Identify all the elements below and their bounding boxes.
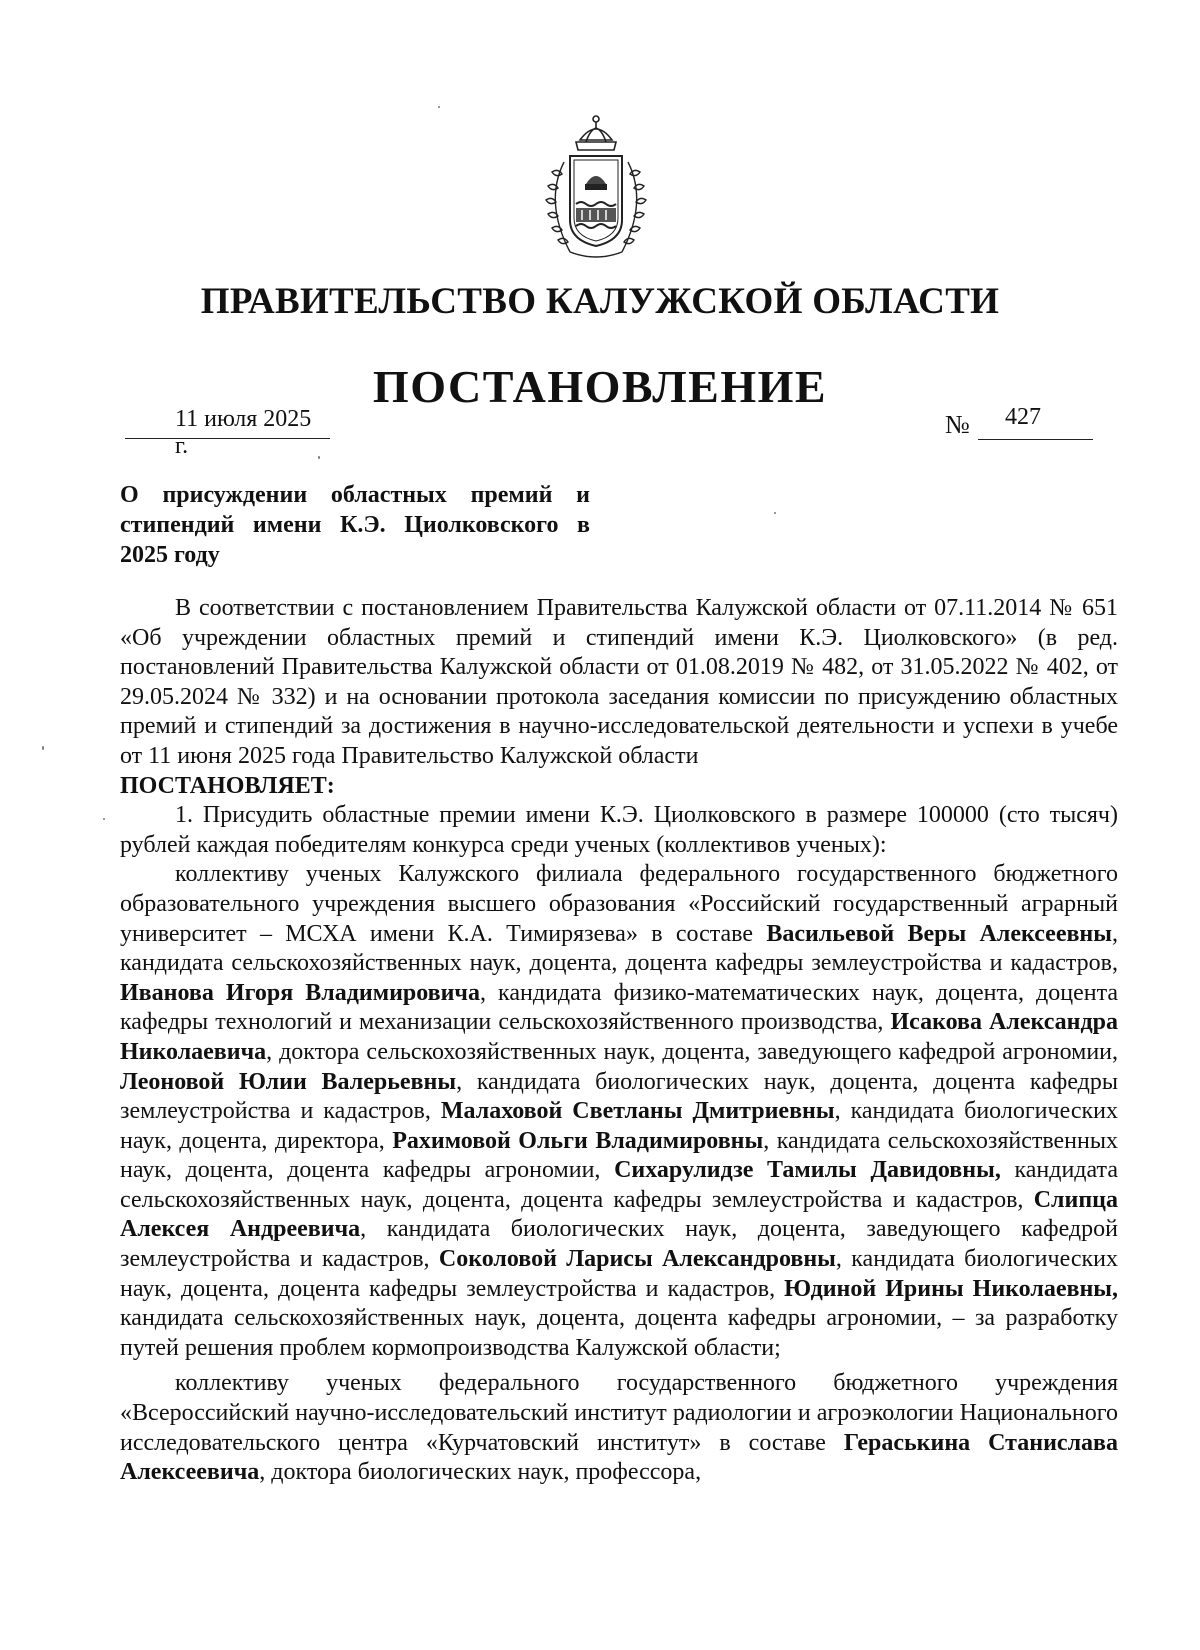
scan-speck	[103, 818, 105, 820]
team-1-intro: коллективу ученых Калужского филиала федерального государственного бюджетного образовательного учреждения высшего образования «Российский государственный аграрный университет – МСХА имени К.А. Тимирязева» в составе	[120, 861, 1118, 947]
team-1-paragraph	[120, 860, 1118, 1363]
member-name: Сихарулидзе Тамилы Давидовны,	[614, 1157, 1001, 1184]
kaluga-coat-of-arms-emblem	[530, 112, 662, 262]
member-description: , кандидата физико-математических наук, доцента, доцента кафедры технологий и механизации сельскохозяйственного производства,	[120, 979, 1118, 1036]
member-description: , кандидата сельскохозяйственных наук, доцента, доцента кафедры агрономии,	[120, 1127, 1118, 1184]
member-name: Юдиной Ирины Николаевны,	[784, 1275, 1119, 1302]
member-description: , доктора биологических наук, профессора,	[259, 1459, 702, 1486]
document-date-field	[125, 404, 330, 459]
number-sign: №	[945, 410, 970, 439]
item-1-paragraph: 1. Присудить областные премии имени К.Э. Циолковского в размере 100000 (сто тысяч) рублей каждая победителям конкурса среди ученых (коллективов ученых):	[120, 802, 1118, 858]
number-underline	[978, 439, 1093, 440]
document-subject: О присуждении областных премий и стипендий имени К.Э. Циолковского в 2025 году	[120, 482, 590, 568]
document-type-heading: ПОСТАНОВЛЕНИЕ	[372, 361, 828, 412]
document-number: 427	[1005, 404, 1041, 430]
member-description: кандидата сельскохозяйственных наук, доцента, доцента кафедры землеустройства и кадастров,	[120, 1157, 1118, 1213]
member-description: , кандидата биологических наук, доцента, заведующего кафедрой землеустройства и кадастров,	[120, 1216, 1118, 1273]
document-date: 11 июля 2025 г.	[175, 406, 312, 459]
member-description: , кандидата сельскохозяйственных наук, доцента, доцента кафедры землеустройства и кадастров,	[120, 920, 1119, 977]
member-name: Иванова Игоря Владимировича	[120, 979, 480, 1006]
member-name: Соколовой Ларисы Александровны	[438, 1246, 836, 1273]
member-name: Исакова Александра Николаевича	[120, 1009, 1118, 1065]
member-name: Гераськина Станислава Алексеевича	[120, 1429, 1119, 1486]
member-description: , кандидата биологических наук, доцента, доцента кафедры землеустройства и кадастров,	[120, 1068, 1119, 1125]
scan-speck	[318, 456, 320, 459]
member-name: Слипца Алексея Андреевича	[120, 1186, 1118, 1243]
member-name: Леоновой Юлии Валерьевны	[120, 1068, 457, 1095]
team-2-paragraph	[120, 1369, 1118, 1487]
member-description: кандидата сельскохозяйственных наук, доцента, доцента кафедры агрономии, – за разработку путей решения проблем кормопроизводства Калужской области;	[120, 1305, 1118, 1361]
member-description: , кандидата биологических наук, доцента, директора,	[120, 1098, 1118, 1154]
document-number-field	[945, 404, 1095, 442]
scan-speck	[42, 746, 44, 750]
document-body	[120, 594, 1118, 1488]
member-description: , доктора сельскохозяйственных наук, доцента, заведующего кафедрой агрономии,	[266, 1038, 1118, 1065]
resolution-word	[120, 772, 1118, 802]
team-2-intro: коллективу ученых федерального государственного бюджетного учреждения «Всероссийский научно-исследовательский институт радиологии и агроэкологии Национального исследовательского центра «Курчатовский институт» в составе	[120, 1370, 1118, 1456]
member-name: Рахимовой Ольги Владимировны	[392, 1127, 764, 1154]
organization-title: ПРАВИТЕЛЬСТВО КАЛУЖСКОЙ ОБЛАСТИ	[200, 281, 1000, 322]
scan-speck	[774, 512, 776, 514]
member-description: , кандидата биологических наук, доцента, доцента кафедры землеустройства и кадастров,	[120, 1246, 1119, 1302]
resolution-word-text: ПОСТАНОВЛЯЕТ:	[120, 772, 335, 799]
member-name: Васильевой Веры Алексеевны	[766, 920, 1113, 947]
member-name: Малаховой Светланы Дмитриевны	[440, 1098, 835, 1125]
scan-speck	[438, 106, 440, 108]
preamble-paragraph: В соответствии с постановлением Правительства Калужской области от 07.11.2014 № 651 «Об учреждении областных премий и стипендий имени К.Э. Циолковского» (в ред. постановлений Правительства Калужской области от 01.08.2019 № 482, от 31.05.2022 № 402, от 29.05.2024 № 332) и на основании протокола заседания комиссии по присуждению областных премий и стипендий за достижения в научно-исследовательской деятельности и успехи в учебе от 11 июня 2025 года Правительство Калужской области	[120, 595, 1118, 769]
